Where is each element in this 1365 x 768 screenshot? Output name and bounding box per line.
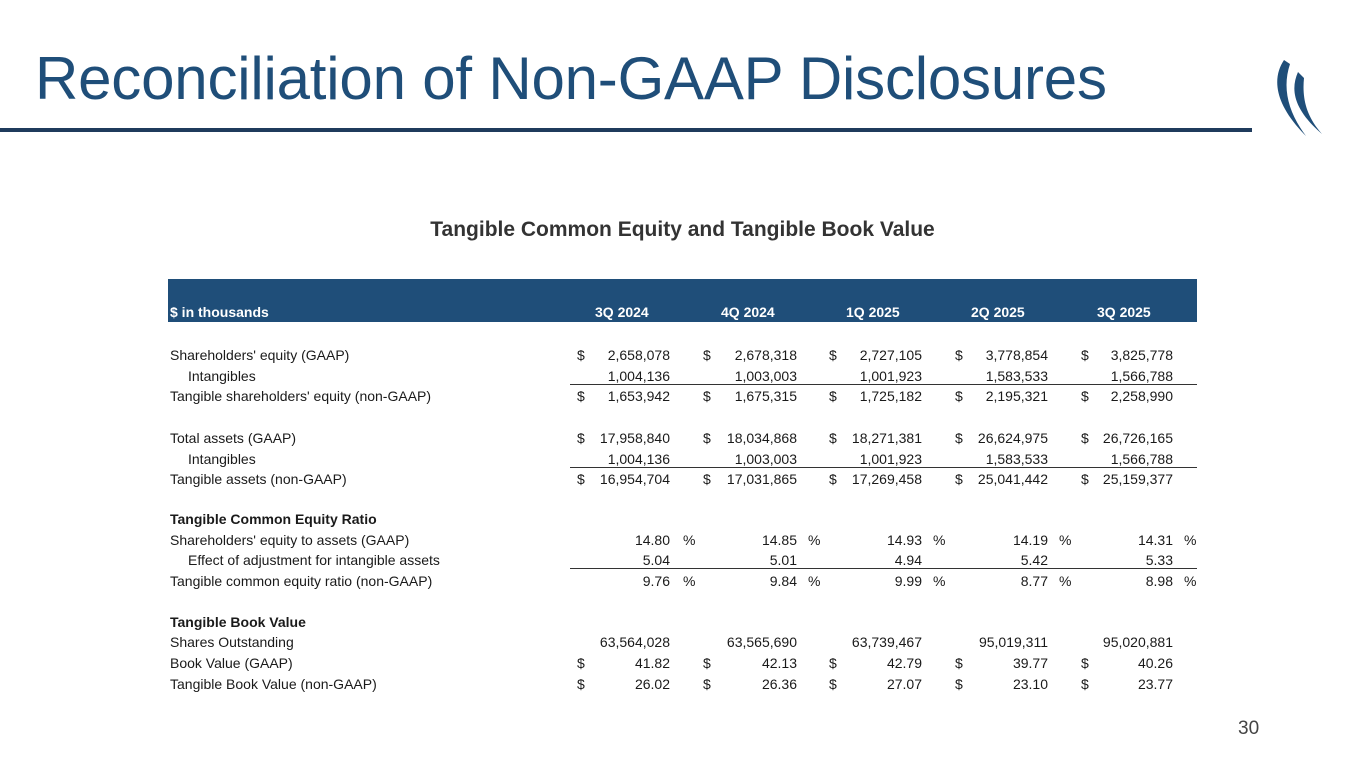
cell-value: 9.99	[894, 573, 922, 589]
currency-symbol: $	[703, 676, 711, 692]
total-underline	[570, 467, 1197, 468]
page-number: 30	[1238, 718, 1260, 739]
cell-value: 1,583,533	[985, 368, 1048, 384]
percent-sign: %	[808, 532, 821, 548]
cell-value: 23.10	[1012, 676, 1048, 692]
currency-symbol: $	[955, 676, 963, 692]
total-underline	[570, 568, 1197, 569]
cell-value: 2,195,321	[985, 388, 1048, 404]
currency-symbol: $	[829, 430, 837, 446]
table-row	[0, 570, 1365, 592]
percent-sign: %	[1184, 532, 1197, 548]
cell-value: 25,159,377	[1102, 471, 1173, 487]
cell-value: 1,653,942	[607, 388, 670, 404]
cell-value: 1,566,788	[1110, 451, 1173, 467]
currency-symbol: $	[955, 347, 963, 363]
section-heading: Tangible Common Equity Ratio	[170, 511, 377, 527]
cell-value: 1,583,533	[985, 451, 1048, 467]
cell-value: 17,031,865	[726, 471, 797, 487]
cell-value: 63,739,467	[851, 634, 922, 650]
percent-sign: %	[1059, 532, 1072, 548]
header-period: 2Q 2025	[971, 304, 1025, 320]
cell-value: 16,954,704	[599, 471, 670, 487]
cell-value: 3,825,778	[1110, 347, 1173, 363]
currency-symbol: $	[703, 471, 711, 487]
row-label: Tangible Book Value (non-GAAP)	[170, 676, 377, 692]
row-label: Shares Outstanding	[170, 634, 294, 650]
header-period: 3Q 2024	[595, 304, 649, 320]
title-divider	[0, 128, 1252, 132]
cell-value: 5.01	[769, 552, 797, 568]
currency-symbol: $	[955, 430, 963, 446]
cell-value: 1,004,136	[607, 451, 670, 467]
cell-value: 26,726,165	[1102, 430, 1173, 446]
table-row	[0, 631, 1365, 653]
cell-value: 1,003,003	[734, 451, 797, 467]
cell-value: 2,658,078	[607, 347, 670, 363]
cell-value: 2,258,990	[1110, 388, 1173, 404]
cell-value: 27.07	[886, 676, 922, 692]
table-row	[0, 468, 1365, 490]
row-label: Shareholders' equity (GAAP)	[170, 347, 350, 363]
cell-value: 18,034,868	[726, 430, 797, 446]
table-row	[0, 385, 1365, 407]
row-label: Tangible shareholders' equity (non-GAAP)	[170, 388, 432, 404]
row-label: Effect of adjustment for intangible assets	[188, 552, 440, 568]
cell-value: 63,564,028	[599, 634, 670, 650]
table-header	[168, 279, 1197, 322]
total-underline	[570, 384, 1197, 385]
table-row	[0, 427, 1365, 449]
currency-symbol: $	[703, 347, 711, 363]
cell-value: 17,958,840	[599, 430, 670, 446]
cell-value: 5.04	[642, 552, 670, 568]
header-label: $ in thousands	[170, 304, 269, 320]
cell-value: 14.19	[1012, 532, 1048, 548]
cell-value: 17,269,458	[851, 471, 922, 487]
currency-symbol: $	[1081, 676, 1089, 692]
header-period: 3Q 2025	[1097, 304, 1151, 320]
cell-value: 1,675,315	[734, 388, 797, 404]
cell-value: 8.77	[1020, 573, 1048, 589]
table-row	[0, 344, 1365, 366]
currency-symbol: $	[829, 347, 837, 363]
row-label: Total assets (GAAP)	[170, 430, 297, 446]
cell-value: 2,727,105	[859, 347, 922, 363]
cell-value: 25,041,442	[977, 471, 1048, 487]
currency-symbol: $	[1081, 347, 1089, 363]
company-logo-icon	[1270, 56, 1330, 142]
row-label: Tangible common equity ratio (non-GAAP)	[170, 573, 433, 589]
currency-symbol: $	[955, 388, 963, 404]
header-period: 4Q 2024	[721, 304, 775, 320]
cell-value: 5.42	[1020, 552, 1048, 568]
cell-value: 40.26	[1137, 655, 1173, 671]
row-label: Intangibles	[188, 368, 256, 384]
cell-value: 26.36	[761, 676, 797, 692]
percent-sign: %	[683, 573, 696, 589]
currency-symbol: $	[577, 430, 585, 446]
cell-value: 1,003,003	[734, 368, 797, 384]
currency-symbol: $	[955, 655, 963, 671]
currency-symbol: $	[703, 655, 711, 671]
row-label: Tangible assets (non-GAAP)	[170, 471, 347, 487]
cell-value: 1,004,136	[607, 368, 670, 384]
currency-symbol: $	[1081, 655, 1089, 671]
currency-symbol: $	[703, 430, 711, 446]
percent-sign: %	[808, 573, 821, 589]
currency-symbol: $	[829, 676, 837, 692]
cell-value: 42.79	[886, 655, 922, 671]
cell-value: 26,624,975	[977, 430, 1048, 446]
cell-value: 14.85	[761, 532, 797, 548]
table-row	[0, 652, 1365, 674]
currency-symbol: $	[577, 388, 585, 404]
cell-value: 5.33	[1145, 552, 1173, 568]
currency-symbol: $	[955, 471, 963, 487]
cell-value: 8.98	[1145, 573, 1173, 589]
cell-value: 42.13	[761, 655, 797, 671]
table-row	[0, 611, 1365, 633]
table-row	[0, 673, 1365, 695]
cell-value: 63,565,690	[726, 634, 797, 650]
cell-value: 1,001,923	[859, 368, 922, 384]
cell-value: 14.31	[1137, 532, 1173, 548]
cell-value: 14.93	[886, 532, 922, 548]
page-title: Reconciliation of Non-GAAP Disclosures	[35, 45, 1107, 112]
percent-sign: %	[933, 532, 946, 548]
currency-symbol: $	[829, 471, 837, 487]
currency-symbol: $	[829, 655, 837, 671]
currency-symbol: $	[577, 676, 585, 692]
cell-value: 23.77	[1137, 676, 1173, 692]
currency-symbol: $	[577, 471, 585, 487]
currency-symbol: $	[829, 388, 837, 404]
cell-value: 9.84	[769, 573, 797, 589]
row-label: Book Value (GAAP)	[170, 655, 293, 671]
cell-value: 95,019,311	[978, 634, 1048, 650]
table-row	[0, 529, 1365, 551]
table-title: Tangible Common Equity and Tangible Book Value	[430, 218, 935, 241]
currency-symbol: $	[577, 655, 585, 671]
cell-value: 4.94	[894, 552, 922, 568]
cell-value: 9.76	[642, 573, 670, 589]
cell-value: 1,566,788	[1110, 368, 1173, 384]
cell-value: 18,271,381	[851, 430, 922, 446]
row-label: Shareholders' equity to assets (GAAP)	[170, 532, 410, 548]
currency-symbol: $	[1081, 388, 1089, 404]
cell-value: 41.82	[634, 655, 670, 671]
currency-symbol: $	[1081, 471, 1089, 487]
row-label: Intangibles	[188, 451, 256, 467]
cell-value: 14.80	[634, 532, 670, 548]
cell-value: 1,725,182	[859, 388, 922, 404]
header-period: 1Q 2025	[846, 304, 900, 320]
table-row	[0, 508, 1365, 530]
cell-value: 2,678,318	[734, 347, 797, 363]
percent-sign: %	[683, 532, 696, 548]
currency-symbol: $	[577, 347, 585, 363]
percent-sign: %	[1184, 573, 1197, 589]
section-heading: Tangible Book Value	[170, 614, 306, 630]
cell-value: 1,001,923	[859, 451, 922, 467]
cell-value: 95,020,881	[1102, 634, 1173, 650]
percent-sign: %	[1059, 573, 1072, 589]
cell-value: 3,778,854	[985, 347, 1048, 363]
cell-value: 26.02	[634, 676, 670, 692]
cell-value: 39.77	[1012, 655, 1048, 671]
currency-symbol: $	[1081, 430, 1089, 446]
percent-sign: %	[933, 573, 946, 589]
currency-symbol: $	[703, 388, 711, 404]
